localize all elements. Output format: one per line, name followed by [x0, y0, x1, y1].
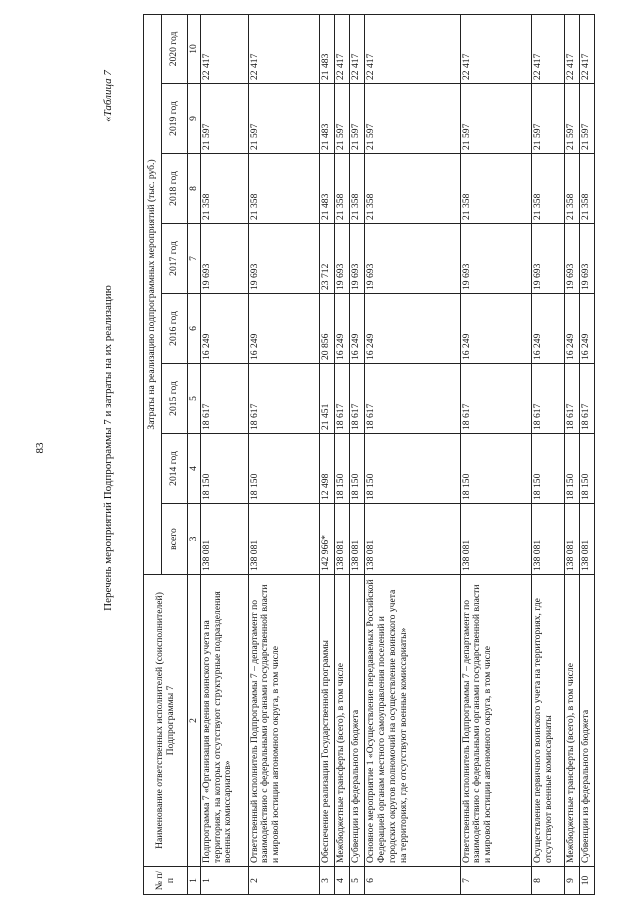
row-year-value: 16 249 — [532, 294, 564, 364]
row-year-value: 18 617 — [460, 364, 531, 434]
table-label: «Таблица 7 — [102, 70, 114, 122]
row-year-value: 16 249 — [460, 294, 531, 364]
table-caption: Перечень мероприятий Подпрограммы 7 и затраты на их реализацию — [102, 285, 114, 611]
row-total: 138 081 — [365, 504, 460, 575]
index-cell: 9 — [188, 84, 201, 154]
row-year-value: 19 693 — [248, 224, 319, 294]
row-total: 138 081 — [460, 504, 531, 575]
row-year-value: 21 597 — [350, 84, 365, 154]
row-total: 142 966* — [320, 504, 335, 575]
row-year-value: 19 693 — [564, 224, 579, 294]
header-costs: Затраты на реализацию подпрограммных мероприятий (тыс. руб.) — [144, 14, 162, 574]
row-year-value: 18 150 — [248, 434, 319, 504]
table-row — [365, 14, 460, 894]
table-container — [143, 15, 595, 895]
row-year-value: 19 693 — [335, 224, 350, 294]
row-year-value: 18 150 — [200, 434, 248, 504]
row-number: 2 — [248, 867, 319, 895]
row-year-value: 21 358 — [365, 154, 460, 224]
table-row — [200, 14, 248, 894]
row-year-value: 18 617 — [579, 364, 594, 434]
row-year-value: 21 358 — [248, 154, 319, 224]
index-cell: 1 — [188, 867, 201, 895]
header-year: 2020 год — [162, 14, 188, 83]
row-year-value: 12 498 — [320, 434, 335, 504]
row-year-value: 21 358 — [200, 154, 248, 224]
table-row — [248, 14, 319, 894]
row-number: 4 — [335, 867, 350, 895]
row-year-value: 21 358 — [335, 154, 350, 224]
row-total: 138 081 — [200, 504, 248, 575]
row-year-value: 16 249 — [350, 294, 365, 364]
row-year-value: 21 358 — [532, 154, 564, 224]
row-total: 138 081 — [579, 504, 594, 575]
index-cell: 8 — [188, 154, 201, 224]
table-row — [320, 14, 335, 894]
row-year-value: 18 617 — [200, 364, 248, 434]
row-year-value: 19 693 — [579, 224, 594, 294]
row-year-value: 22 417 — [532, 14, 564, 83]
row-year-value: 19 693 — [460, 224, 531, 294]
index-cell: 7 — [188, 224, 201, 294]
row-number: 1 — [200, 867, 248, 895]
row-year-value: 21 358 — [579, 154, 594, 224]
row-year-value: 21 483 — [320, 14, 335, 83]
row-year-value: 21 358 — [460, 154, 531, 224]
row-year-value: 22 417 — [460, 14, 531, 83]
row-year-value: 18 150 — [460, 434, 531, 504]
row-year-value: 18 617 — [564, 364, 579, 434]
row-total: 138 081 — [532, 504, 564, 575]
row-year-value: 21 597 — [365, 84, 460, 154]
row-number: 7 — [460, 867, 531, 895]
index-cell: 4 — [188, 434, 201, 504]
row-year-value: 18 617 — [532, 364, 564, 434]
table-row — [579, 14, 594, 894]
row-name: Осуществление первичного воинского учета на территориях, где отсутствуют военные комиссариаты — [532, 575, 564, 867]
row-year-value: 22 417 — [350, 14, 365, 83]
index-row — [188, 14, 201, 894]
row-year-value: 21 358 — [350, 154, 365, 224]
row-year-value: 16 249 — [248, 294, 319, 364]
row-year-value: 18 617 — [350, 364, 365, 434]
row-total: 138 081 — [350, 504, 365, 575]
header-year: 2017 год — [162, 224, 188, 294]
row-year-value: 16 249 — [365, 294, 460, 364]
row-name: Ответственный исполнитель Подпрограммы 7 – департамент по взаимодействию с федеральными органами государственной власти и мировой юстиции автономного округа, в том числе — [460, 575, 531, 867]
header-year: 2015 год — [162, 364, 188, 434]
row-year-value: 19 693 — [350, 224, 365, 294]
index-cell: 6 — [188, 294, 201, 364]
row-total: 138 081 — [335, 504, 350, 575]
row-year-value: 18 150 — [564, 434, 579, 504]
header-name: Наименование ответственных исполнителей (соисполнителей) Подпрограммы 7 — [144, 575, 188, 867]
table-row — [350, 14, 365, 894]
row-year-value: 22 417 — [564, 14, 579, 83]
header-year: 2016 год — [162, 294, 188, 364]
row-number: 9 — [564, 867, 579, 895]
row-number: 10 — [579, 867, 594, 895]
row-year-value: 18 617 — [248, 364, 319, 434]
row-number: 6 — [365, 867, 460, 895]
header-total: всего — [162, 504, 188, 575]
row-year-value: 20 856 — [320, 294, 335, 364]
row-total: 138 081 — [248, 504, 319, 575]
row-year-value: 21 597 — [564, 84, 579, 154]
row-name: Ответственный исполнитель Подпрограммы 7 – департамент по взаимодействию с федеральными органами государственной власти и мировой юстиции автономного округа, в том числе — [248, 575, 319, 867]
index-cell: 10 — [188, 14, 201, 83]
row-year-value: 22 417 — [248, 14, 319, 83]
header-year: 2019 год — [162, 84, 188, 154]
row-year-value: 22 417 — [365, 14, 460, 83]
row-name: Основное мероприятие 1 «Осуществление передаваемых Российской Федерацией органам местного самоуправления поселений и городских округов полномочий на осуществление воинского учета на территориях, где отсутствуют военные комиссариаты» — [365, 575, 460, 867]
row-year-value: 19 693 — [365, 224, 460, 294]
row-total: 138 081 — [564, 504, 579, 575]
row-year-value: 21 451 — [320, 364, 335, 434]
costs-table — [143, 14, 595, 895]
row-year-value: 19 693 — [200, 224, 248, 294]
row-name: Субвенции из федерального бюджета — [579, 575, 594, 867]
row-year-value: 18 150 — [532, 434, 564, 504]
table-row — [532, 14, 564, 894]
row-year-value: 21 597 — [532, 84, 564, 154]
row-year-value: 16 249 — [564, 294, 579, 364]
row-year-value: 19 693 — [532, 224, 564, 294]
row-year-value: 22 417 — [200, 14, 248, 83]
row-year-value: 21 358 — [564, 154, 579, 224]
row-year-value: 21 597 — [248, 84, 319, 154]
row-year-value: 18 150 — [579, 434, 594, 504]
table-row — [335, 14, 350, 894]
row-name: Межбюджетные трансферты (всего), в том числе — [335, 575, 350, 867]
row-year-value: 18 150 — [350, 434, 365, 504]
row-number: 5 — [350, 867, 365, 895]
index-cell: 3 — [188, 504, 201, 575]
row-year-value: 21 597 — [335, 84, 350, 154]
row-year-value: 21 483 — [320, 154, 335, 224]
header-year: 2014 год — [162, 434, 188, 504]
row-name: Подпрограмма 7 «Организация ведения воинского учета на территориях, на которых отсутствуют структурные подразделения военных комиссариатов» — [200, 575, 248, 867]
row-year-value: 21 483 — [320, 84, 335, 154]
header-num: № п/п — [144, 867, 188, 895]
table-row — [564, 14, 579, 894]
row-name: Межбюджетные трансферты (всего), в том числе — [564, 575, 579, 867]
row-year-value: 21 597 — [579, 84, 594, 154]
row-year-value: 22 417 — [335, 14, 350, 83]
row-number: 3 — [320, 867, 335, 895]
index-cell: 2 — [188, 575, 201, 867]
row-year-value: 21 597 — [200, 84, 248, 154]
row-name: Обеспечение реализации Государственной программы — [320, 575, 335, 867]
row-year-value: 18 617 — [335, 364, 350, 434]
row-year-value: 16 249 — [200, 294, 248, 364]
page-number: 83 — [34, 442, 46, 454]
row-year-value: 18 150 — [335, 434, 350, 504]
row-year-value: 21 597 — [460, 84, 531, 154]
index-cell: 5 — [188, 364, 201, 434]
row-year-value: 18 617 — [365, 364, 460, 434]
row-year-value: 18 150 — [365, 434, 460, 504]
row-name: Субвенции из федерального бюджета — [350, 575, 365, 867]
table-row — [460, 14, 531, 894]
row-year-value: 23 712 — [320, 224, 335, 294]
row-year-value: 16 249 — [579, 294, 594, 364]
row-year-value: 16 249 — [335, 294, 350, 364]
header-year: 2018 год — [162, 154, 188, 224]
row-year-value: 22 417 — [579, 14, 594, 83]
row-number: 8 — [532, 867, 564, 895]
